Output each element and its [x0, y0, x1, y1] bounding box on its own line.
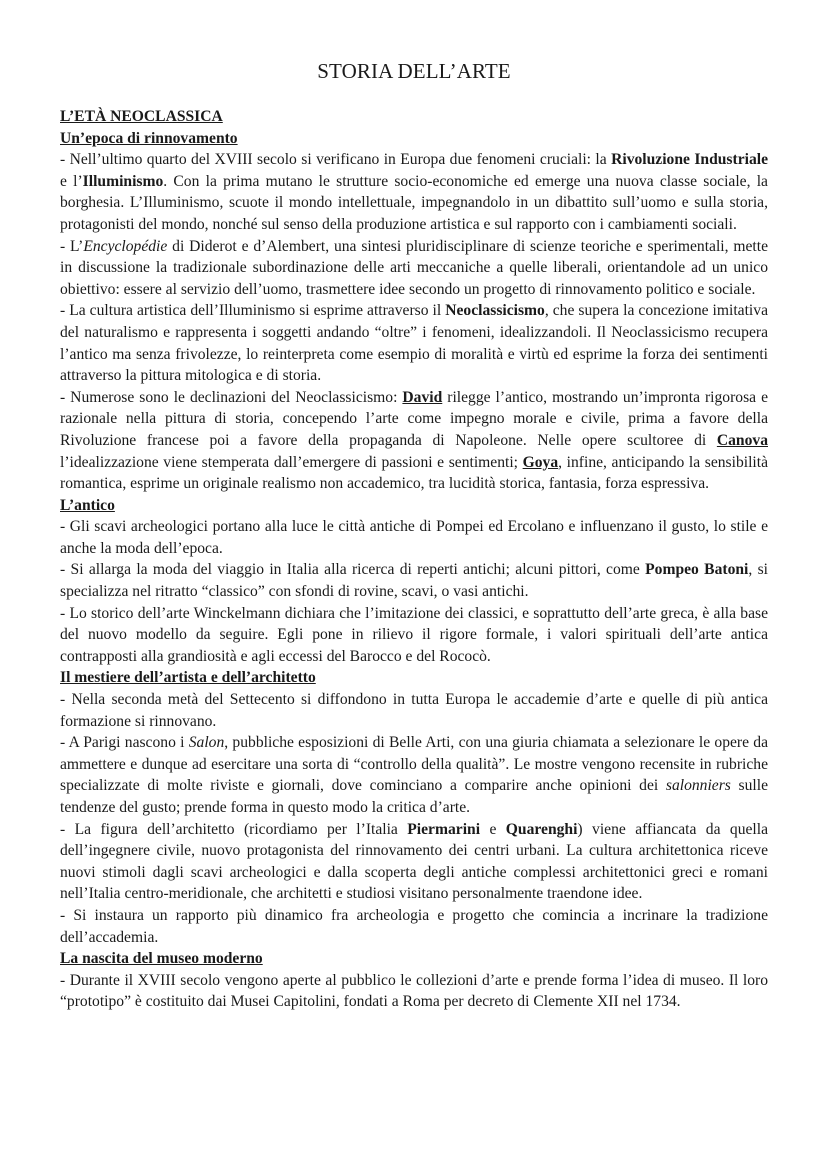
- bold-term: Quarenghi: [505, 820, 578, 838]
- bold-term: Neoclassicismo: [445, 302, 545, 320]
- section-heading: Un’epoca di rinnovamento: [60, 129, 238, 147]
- section-heading: L’antico: [60, 496, 115, 514]
- text-run: rilegge l’antico, mostrando un’impronta rigorosa e razionale nella pittura di storia, concependo l’arte come impegno morale e civile, prima a favore della Rivoluzione francese poi a favore della propaganda di Napoleone. Nelle opere scultoree di: [60, 388, 768, 449]
- section: [60, 495, 768, 668]
- chapter-heading: L’ETÀ NEOCLASSICA: [60, 108, 223, 125]
- document-page: [60, 56, 768, 1013]
- text-run: e l’: [60, 172, 83, 190]
- text-run: - Si instaura un rapporto più dinamico fra archeologia e progetto che comincia a incrinare la tradizione dell’accademia.: [60, 906, 768, 946]
- text-run: e: [480, 820, 506, 838]
- text-run: . Con la prima mutano le strutture socio-economiche ed emerge una nuova classe sociale, la borghesia. L’Illuminismo, scuote il mondo intellettuale, impegnandolo in un dibattito sull’uomo e sulla storia, protagonisti del mondo, nonché sul senso della produzione artistica e sul rapporto con i cambiamenti sociali.: [60, 172, 768, 233]
- text-run: , infine, anticipando la sensibilità romantica, esprime un originale realismo non accademico, tra lucidità storica, fantasia, forza espressiva.: [60, 453, 768, 493]
- paragraph: [60, 300, 768, 386]
- document-title: STORIA DELL’ARTE: [317, 59, 511, 83]
- text-run: - Nell’ultimo quarto del XVIII secolo si verificano in Europa due fenomeni cruciali: la: [60, 151, 612, 169]
- italic-term: Encyclopédie: [83, 237, 168, 255]
- paragraph: [60, 819, 768, 905]
- paragraph: [60, 732, 768, 818]
- text-run: , pubbliche esposizioni di Belle Arti, con una giuria chiamata a selezionare le opere da ammettere e dunque ad esercitare una sorta di “controllo della qualità”. Le mostre vengono recensite in rubriche specializzate di molte riviste e giornali, dove cominciano a comparire anche opinioni dei: [60, 734, 769, 795]
- bold-term: Rivoluzione Industriale: [611, 151, 768, 169]
- text-run: sulle tendenze del gusto; prende forma in questo modo la critica d’arte.: [60, 777, 768, 816]
- paragraph: [60, 603, 768, 668]
- text-run: l’idealizzazione viene stemperata dall’emergere di passioni e sentimenti;: [60, 453, 523, 471]
- paragraph: [60, 970, 768, 1013]
- text-run: - Gli scavi archeologici portano alla luce le città antiche di Pompei ed Ercolano e influenzano il gusto, lo stile e anche la moda dell’epoca.: [60, 518, 768, 557]
- underlined-artist-name: Goya: [522, 453, 559, 471]
- section-heading: Il mestiere dell’artista e dell’architetto: [60, 669, 316, 687]
- text-run: - Si allarga la moda del viaggio in Italia alla ricerca di reperti antichi; alcuni pittori, come: [60, 561, 646, 579]
- section: [60, 667, 768, 948]
- italic-term: Salon: [188, 734, 225, 752]
- bold-term: Pompeo Batoni: [645, 561, 749, 579]
- text-run: - Lo storico dell’arte Winckelmann dichiara che l’imitazione dei classici, e soprattutto dell’arte greca, è alla base del nuovo modello da seguire. Egli pone in rilievo il rigore formale, i valori spirituali dell’arte antica contrapposti alla grandiosità e agli eccessi del Barocco e del Rococò.: [60, 604, 768, 665]
- text-run: , si specializza nel ritratto “classico” con sfondi di rovine, scavi, o vasi antichi.: [60, 561, 769, 601]
- text-run: , che supera la concezione imitativa del naturalismo e rappresenta i soggetti andando “oltre” i fenomeni, idealizzandoli. Il Neoclassicismo recupera l’antico ma senza frivolezze, lo reinterpreta come esempio di moralità e virtù ed esprime la forza dei sentimenti attraverso la pittura mitologica e di storia.: [60, 302, 768, 385]
- paragraph: [60, 149, 768, 235]
- text-run: - L’: [60, 237, 84, 255]
- paragraph: [60, 559, 768, 602]
- paragraph: [60, 516, 768, 559]
- italic-term: salonniers: [665, 777, 731, 795]
- underlined-artist-name: David: [402, 388, 443, 406]
- paragraph: [60, 236, 768, 301]
- text-run: - La cultura artistica dell’Illuminismo si esprime attraverso il: [60, 302, 446, 320]
- text-run: ) viene affiancata da quella dell’ingegnere civile, nuovo protagonista del rinnovamento dei centri urbani. La cultura architettonica riceve nuovi stimoli dagli scavi archeologici e dalla scoperta degli antiche complessi architettonici greci e romani nell’Italia centro-meridionale, che architetti e studiosi visitano personalmente traendone idee.: [60, 820, 769, 903]
- text-run: - La figura dell’architetto (ricordiamo per l’Italia: [60, 820, 408, 838]
- paragraph: [60, 689, 768, 732]
- text-run: - Nella seconda metà del Settecento si diffondono in tutta Europa le accademie d’arte e quelle di più antica formazione si rinnovano.: [60, 691, 768, 730]
- section-heading: La nascita del museo moderno: [60, 950, 263, 968]
- text-run: - Durante il XVIII secolo vengono aperte al pubblico le collezioni d’arte e prende forma l’idea di museo. Il loro “prototipo” è costituito dai Musei Capitolini, fondati a Roma per decreto di Clemente XII nel 1734.: [60, 971, 768, 1011]
- text-run: di Diderot e d’Alembert, una sintesi pluridisciplinare di scienze teoriche e sperimentali, mette in discussione la tradizionale subordinazione delle arti meccaniche a quelle liberali, orientandole ad un unico obiettivo: essere al servizio dell’uomo, trasmettere idee secondo un progetto di rinnovamento politico e sociale.: [60, 237, 768, 298]
- section: [60, 948, 768, 1013]
- underlined-artist-name: Canova: [716, 431, 768, 449]
- sections-container: [60, 128, 768, 1013]
- text-run: - A Parigi nascono i: [60, 734, 189, 752]
- bold-term: Piermarini: [407, 820, 481, 838]
- section: [60, 128, 768, 495]
- paragraph: [60, 387, 768, 495]
- paragraph: [60, 905, 768, 948]
- bold-term: Illuminismo: [82, 172, 164, 190]
- text-run: - Numerose sono le declinazioni del Neoclassicismo:: [60, 388, 403, 406]
